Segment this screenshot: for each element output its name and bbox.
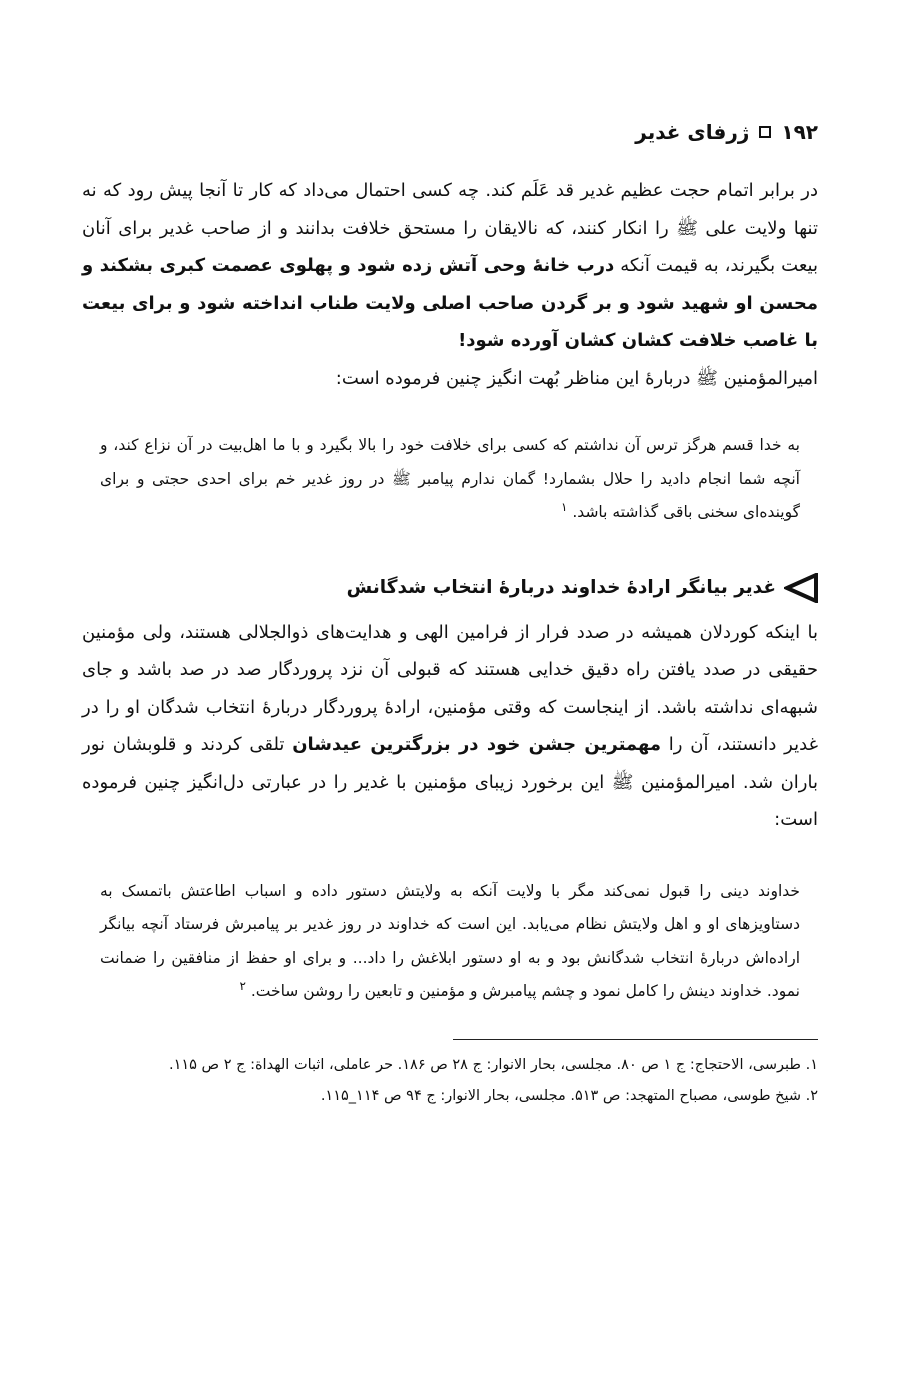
footnote-divider bbox=[453, 1039, 818, 1040]
quote-text: به خدا قسم هرگز ترس آن نداشتم که کسی برای خلافت خود را بالا بگیرد و با ما اهل‌بیت در آن نزاع کند، و آنچه شما انجام دادید را حلال بشمارد! گمان ندارم پیامبر ﷺ در روز غدیر خم برای احدی حجتی و برای گوینده‌ای سخنی باقی گذاشته باشد. bbox=[100, 436, 800, 521]
book-title: ژرفای غدیر bbox=[635, 120, 750, 144]
body-paragraph bbox=[82, 172, 818, 360]
emphasized-text: مهمترین جشن خود در بزرگترین عیدشان bbox=[292, 734, 662, 755]
paragraph-text: تلقی کردند و قلوبشان نور باران شد. امیرالمؤمنین ﷺ این برخورد زیبای مؤمنین با غدیر را در عبارتی دل‌انگیز چنین فرموده است: bbox=[82, 734, 818, 830]
heading-text: غدیر بیانگر ارادهٔ خداوند دربارهٔ انتخاب شدگانش bbox=[346, 576, 776, 598]
body-paragraph-intro: امیرالمؤمنین ﷺ دربارهٔ این مناظر بُهت انگیز چنین فرموده است: bbox=[335, 367, 818, 389]
hadith-quote bbox=[100, 875, 800, 1009]
emphasized-text: درب خانهٔ وحی آتش زده شود و پهلوی عصمت کبری بشکند و محسن او شهید شود و بر گردن صاحب اصلی ولایت طناب انداخته شود و برای بیعت با غاصب خلافت کشان کشان آورده شود! bbox=[82, 255, 818, 351]
paragraph-text: در برابر اتمام حجت عظیم غدیر قد عَلَم کند. چه کسی احتمال می‌داد که کار تا آنجا پیش رود که نه تنها ولایت علی ﷺ را انکار کنند، که نالایقان را مستحق خلافت بدانند و از صاحب غدیر برای آنان بیعت بگیرند، به قیمت آنکه bbox=[82, 180, 818, 276]
footnote-ref: ۲ bbox=[239, 978, 246, 993]
paragraph-text: با اینکه کوردلان همیشه در صدد فرار از فرامین الهی و هدایت‌های ذوالجلالی هستند، ولی مؤمنین حقیقی در صدد یافتن راه دقیق خدایی هستند که قبولی آن نزد پروردگار صد در صد باشد و جای شبهه‌ای نداشته باشد. از اینجاست که وقتی مؤمنین، ارادهٔ پروردگار دربارهٔ انتخاب شدگان او را در غدیر دانستند، آن را bbox=[82, 621, 818, 755]
footnote-ref: ۱ bbox=[560, 499, 568, 514]
footnote: ۲. شیخ طوسی، مصباح المتهجد: ص ۵۱۳. مجلسی، بحار الانوار: ج ۹۴ ص ۱۱۴_۱۱۵. bbox=[320, 1087, 818, 1104]
hadith-quote bbox=[100, 429, 800, 530]
book-page bbox=[82, 112, 818, 1110]
body-paragraph bbox=[82, 614, 818, 839]
quote-text: خداوند دینی را قبول نمی‌کند مگر با ولایت آنکه به ولایتش دستور داده و اسباب اطاعتش باتمسک به دستاویزهای او و اهل ولایتش نظام می‌یابد. این است که خداوند در روز غدیر بر پیامبرش فرستاد آنچه بیانگر اراده‌اش دربارهٔ انتخاب شدگانش بود و به او دستور ابلاغش را داد... و برای او حفظ از منافقین را ضمانت نمود. خداوند دینش را کامل نمود و چشم پیامبرش و مؤمنین و تابعین را روشن ساخت. bbox=[100, 881, 800, 1000]
square-bullet-icon bbox=[759, 126, 771, 138]
page-number: ۱۹۲ bbox=[781, 120, 818, 144]
section-heading bbox=[82, 568, 818, 608]
triangle-marker-icon bbox=[784, 573, 818, 603]
running-header bbox=[82, 112, 818, 152]
footnote: ۱. طبرسی، الاحتجاج: ج ۱ ص ۸۰. مجلسی، بحار الانوار: ج ۲۸ ص ۱۸۶. حر عاملی، اثبات الهداة: ج ۲ ص ۱۱۵. bbox=[168, 1056, 818, 1073]
